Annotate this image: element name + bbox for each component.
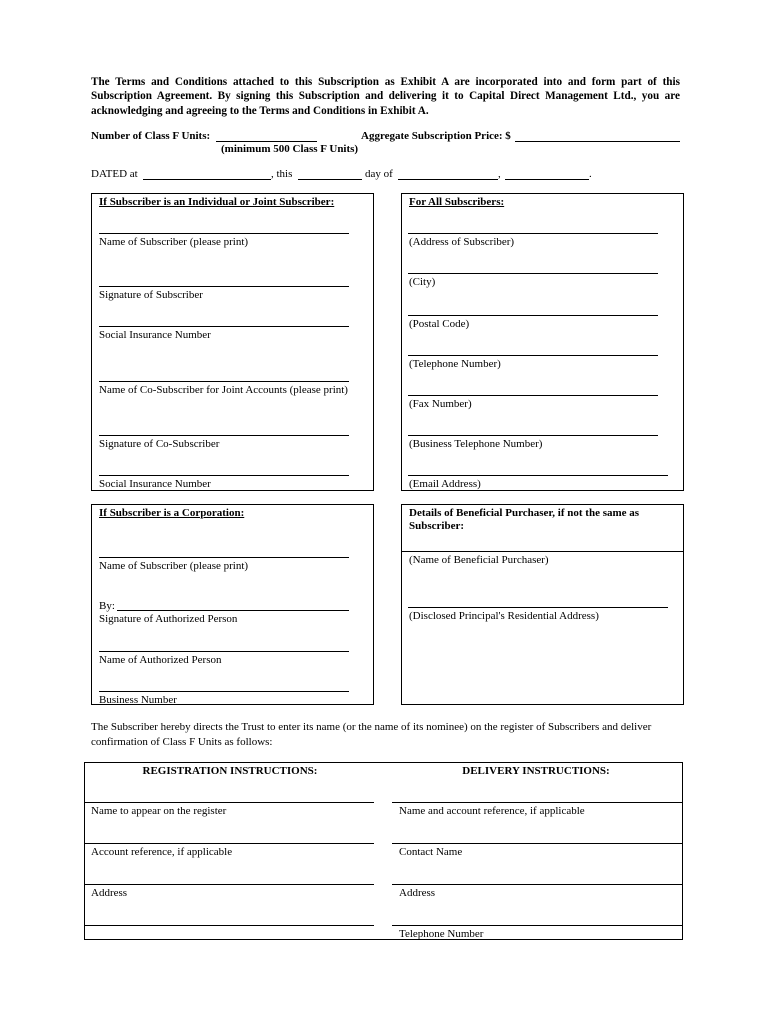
individual-sin-line[interactable] bbox=[99, 326, 349, 327]
all-subscribers-header: For All Subscribers: bbox=[409, 196, 505, 208]
delivery-address-line[interactable] bbox=[392, 884, 683, 885]
dated-this-label: , this bbox=[271, 168, 293, 180]
directive-paragraph: The Subscriber hereby directs the Trust to enter its name (or the name of its nominee) on the register of Subscribers and deliver confirmation of Class F Units as follows: bbox=[91, 721, 652, 748]
account-reference-line[interactable] bbox=[84, 843, 374, 844]
delivery-telephone-label: Telephone Number bbox=[399, 928, 484, 940]
delivery-name-label: Name and account reference, if applicable bbox=[399, 805, 585, 817]
business-number-label: Business Number bbox=[99, 694, 177, 706]
aggregate-price-input[interactable] bbox=[515, 128, 680, 141]
corporation-section bbox=[91, 504, 374, 705]
corporation-name-line[interactable] bbox=[99, 557, 349, 558]
dated-day-input[interactable] bbox=[298, 166, 362, 179]
register-name-line[interactable] bbox=[84, 802, 374, 803]
contact-name-line[interactable] bbox=[392, 843, 683, 844]
dated-place-line bbox=[143, 179, 271, 180]
email-line[interactable] bbox=[408, 475, 668, 476]
individual-name-label: Name of Subscriber (please print) bbox=[99, 236, 249, 248]
registration-extra-line[interactable] bbox=[84, 925, 374, 926]
business-telephone-label: (Business Telephone Number) bbox=[409, 438, 543, 450]
delivery-telephone-line[interactable] bbox=[392, 925, 683, 926]
business-number-line[interactable] bbox=[99, 691, 349, 692]
aggregate-price-label: Aggregate Subscription Price: $ bbox=[361, 130, 511, 142]
class-f-units-label: Number of Class F Units: bbox=[91, 130, 211, 142]
fax-line[interactable] bbox=[408, 395, 658, 396]
address-line[interactable] bbox=[408, 233, 658, 234]
cosubscriber-signature-line[interactable] bbox=[99, 435, 349, 436]
beneficial-name-label: (Name of Beneficial Purchaser) bbox=[409, 554, 549, 566]
delivery-name-line[interactable] bbox=[392, 802, 683, 803]
dated-month-line bbox=[398, 179, 498, 180]
delivery-address-label: Address bbox=[399, 887, 436, 899]
dated-at-label: DATED at bbox=[91, 168, 138, 180]
authorized-signature-label: Signature of Authorized Person bbox=[99, 613, 238, 625]
cosubscriber-sin-line[interactable] bbox=[99, 475, 349, 476]
individual-section-header: If Subscriber is an Individual or Joint Subscriber: bbox=[99, 196, 335, 208]
telephone-line[interactable] bbox=[408, 355, 658, 356]
dated-year-input[interactable] bbox=[505, 166, 589, 179]
telephone-label: (Telephone Number) bbox=[409, 358, 501, 370]
authorized-name-line[interactable] bbox=[99, 651, 349, 652]
beneficial-header-line2: Subscriber: bbox=[409, 520, 464, 532]
postal-code-label: (Postal Code) bbox=[409, 318, 470, 330]
delivery-header: DELIVERY INSTRUCTIONS: bbox=[462, 765, 610, 777]
dated-period: . bbox=[589, 168, 592, 180]
dated-day-of-label: day of bbox=[365, 168, 393, 180]
fax-label: (Fax Number) bbox=[409, 398, 472, 410]
dated-place-input[interactable] bbox=[143, 166, 271, 179]
dated-month-input[interactable] bbox=[398, 166, 498, 179]
individual-signature-line[interactable] bbox=[99, 286, 349, 287]
dated-day-line bbox=[298, 179, 362, 180]
beneficial-address-line[interactable] bbox=[408, 607, 668, 608]
class-f-units-input[interactable] bbox=[216, 128, 317, 141]
city-line[interactable] bbox=[408, 273, 658, 274]
contact-name-label: Contact Name bbox=[399, 846, 463, 858]
registration-address-line[interactable] bbox=[84, 884, 374, 885]
dated-year-line bbox=[505, 179, 589, 180]
minimum-units-note: (minimum 500 Class F Units) bbox=[221, 143, 359, 155]
registration-header: REGISTRATION INSTRUCTIONS: bbox=[142, 765, 318, 777]
cosubscriber-name-line[interactable] bbox=[99, 381, 349, 382]
address-label: (Address of Subscriber) bbox=[409, 236, 515, 248]
beneficial-header-line1: Details of Beneficial Purchaser, if not the same as bbox=[409, 507, 640, 519]
cosubscriber-name-label: Name of Co-Subscriber for Joint Accounts (please print) bbox=[99, 384, 348, 396]
register-name-label: Name to appear on the register bbox=[91, 805, 227, 817]
individual-signature-label: Signature of Subscriber bbox=[99, 289, 203, 301]
beneficial-address-label: (Disclosed Principal's Residential Address) bbox=[409, 610, 599, 622]
corporation-section-header: If Subscriber is a Corporation: bbox=[99, 507, 245, 519]
cosubscriber-signature-label: Signature of Co-Subscriber bbox=[99, 438, 220, 450]
business-telephone-line[interactable] bbox=[408, 435, 658, 436]
corporation-name-label: Name of Subscriber (please print) bbox=[99, 560, 249, 572]
terms-intro-paragraph: The Terms and Conditions attached to this Subscription as Exhibit A are incorporated into and form part of this Subscription Agreement. By signing this Subscription and delivering it to Capital Direct Management Ltd., you are acknowledging and agreeing to the Terms and Conditions in Exhibit A. bbox=[91, 76, 680, 117]
beneficial-name-line[interactable] bbox=[401, 551, 684, 552]
cosubscriber-sin-label: Social Insurance Number bbox=[99, 478, 211, 490]
individual-sin-label: Social Insurance Number bbox=[99, 329, 211, 341]
class-f-units-line bbox=[216, 141, 317, 142]
beneficial-purchaser-section bbox=[401, 504, 684, 705]
by-label: By: bbox=[99, 600, 115, 612]
authorized-signature-line[interactable] bbox=[117, 610, 349, 611]
registration-address-label: Address bbox=[91, 887, 128, 899]
dated-comma: , bbox=[498, 168, 501, 180]
individual-name-line[interactable] bbox=[99, 233, 349, 234]
authorized-name-label: Name of Authorized Person bbox=[99, 654, 222, 666]
account-reference-label: Account reference, if applicable bbox=[91, 846, 233, 858]
aggregate-price-line bbox=[515, 141, 680, 142]
email-label: (Email Address) bbox=[409, 478, 481, 490]
postal-code-line[interactable] bbox=[408, 315, 658, 316]
city-label: (City) bbox=[409, 276, 436, 288]
